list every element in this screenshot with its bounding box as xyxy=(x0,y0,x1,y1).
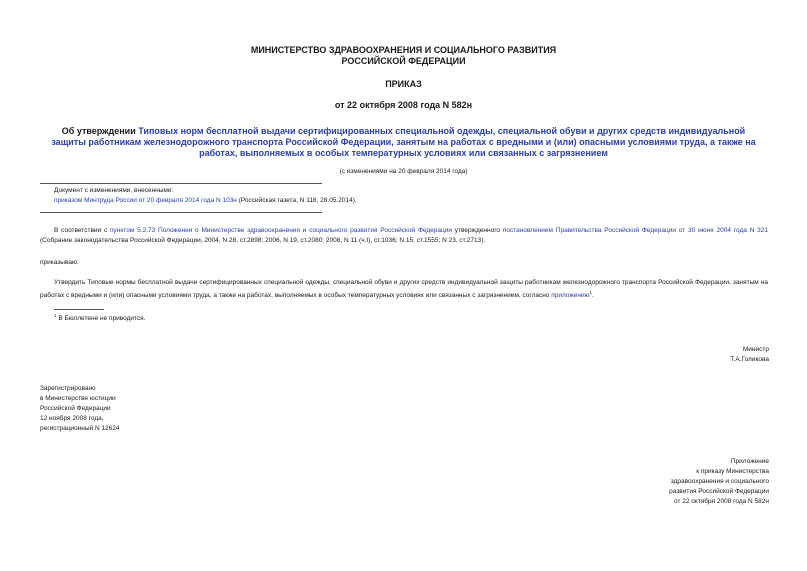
basis-link-2[interactable]: постановлением Правительства Российской Федерации от 30 июня 2004 года N 321 xyxy=(502,227,769,234)
footnote-mark: 1 xyxy=(54,313,57,318)
basis-text-2: утвержденного xyxy=(452,227,503,234)
signature-block xyxy=(730,345,769,365)
changes-line xyxy=(54,196,454,206)
title-link[interactable]: Типовых норм бесплатной выдачи сертифицированных специальной одежды, специальной обуви и других средств индивидуальной защиты работникам железнодорожного транспорта Российской Федерации, занятым на работах с вредными и (или) опасными условиями труда, а также на работах, выполняемых в особых температурных условиях или связанных с загрязнением xyxy=(51,126,756,158)
footnote-text: В Бюллетене не приводится. xyxy=(56,315,146,323)
appendix-block xyxy=(669,457,769,507)
registration-line: 12 ноября 2008 года, xyxy=(40,415,104,422)
changes-top-rule xyxy=(40,183,322,184)
approve-footnote-mark: 1 xyxy=(589,290,593,295)
doc-date-number: от 22 октября 2008 года N 582н xyxy=(334,100,473,110)
appendix-line: развития Российской Федерации xyxy=(669,488,769,495)
ministry-header xyxy=(40,45,767,67)
approve-text: Утвердить Типовые нормы бесплатной выдачи сертифицированных специальной одежды, специальной обуви и других средств индивидуальной защиты работникам железнодорожного транспорта Российской Федерации, занятым на работах с вредными и (или) опасными условиями труда, а также на работах, выполняемых в особых температурных условиях или связанных с загрязнением, согласно xyxy=(40,279,768,300)
ministry-line-1: МИНИСТЕРСТВО ЗДРАВООХРАНЕНИЯ И СОЦИАЛЬНОГО РАЗВИТИЯ xyxy=(250,45,557,55)
registration-line: регистрационный N 12624 xyxy=(40,425,120,432)
changes-bottom-rule xyxy=(40,212,322,213)
changes-link[interactable]: приказом Минтруда России от 20 февраля 2014 года N 103н xyxy=(54,197,237,204)
amendment-note: (с изменениями на 20 февраля 2014 года) xyxy=(339,168,468,175)
footnote-rule xyxy=(54,309,104,310)
registration-line: Российской Федерации xyxy=(40,405,111,412)
registration-block xyxy=(40,384,120,434)
ministry-line-2: РОССИЙСКОЙ ФЕДЕРАЦИИ xyxy=(341,56,466,66)
registration-line: в Министерстве юстиции xyxy=(40,395,116,402)
title-prefix: Об утверждении xyxy=(61,126,139,136)
approve-paragraph xyxy=(40,278,768,301)
approve-end: . xyxy=(592,292,594,300)
basis-paragraph xyxy=(40,226,768,246)
appendix-line: Приложение xyxy=(730,458,769,465)
changes-label: Документ с изменениями, внесенными: xyxy=(54,187,174,194)
doc-title xyxy=(46,126,761,159)
doc-type: ПРИКАЗ xyxy=(385,79,422,89)
registration-line: Зарегистрировано xyxy=(40,385,96,392)
signature-position: Министр xyxy=(742,346,769,353)
basis-link-1[interactable]: пунктом 5.2.73 Положения о Министерстве здравоохранения и социального развития Российской Федерации xyxy=(110,227,452,234)
changes-box xyxy=(54,186,454,206)
signature-name: Т.А.Голикова xyxy=(730,356,769,363)
appendix-line: от 22 октября 2008 года N 582н xyxy=(673,498,769,505)
order-word: приказываю: xyxy=(40,259,79,266)
basis-text-1: В соответствии с xyxy=(54,227,111,234)
footnote xyxy=(54,311,146,324)
basis-text-3: (Собрание законодательства Российской Федерации, 2004, N 28, ст.2898; 2006, N 19, ст.2080; 2008, N 11 (ч.I), ст.1036; N 15, ст.1555; N 23, ст.2713). xyxy=(40,237,486,244)
appendix-line: к приказу Министерства xyxy=(696,468,769,475)
appendix-line: здравоохранения и социального xyxy=(670,478,769,485)
appendix-link[interactable]: приложению xyxy=(551,292,590,300)
changes-rest: (Российская газета, N 118, 28.05.2014). xyxy=(236,197,357,204)
